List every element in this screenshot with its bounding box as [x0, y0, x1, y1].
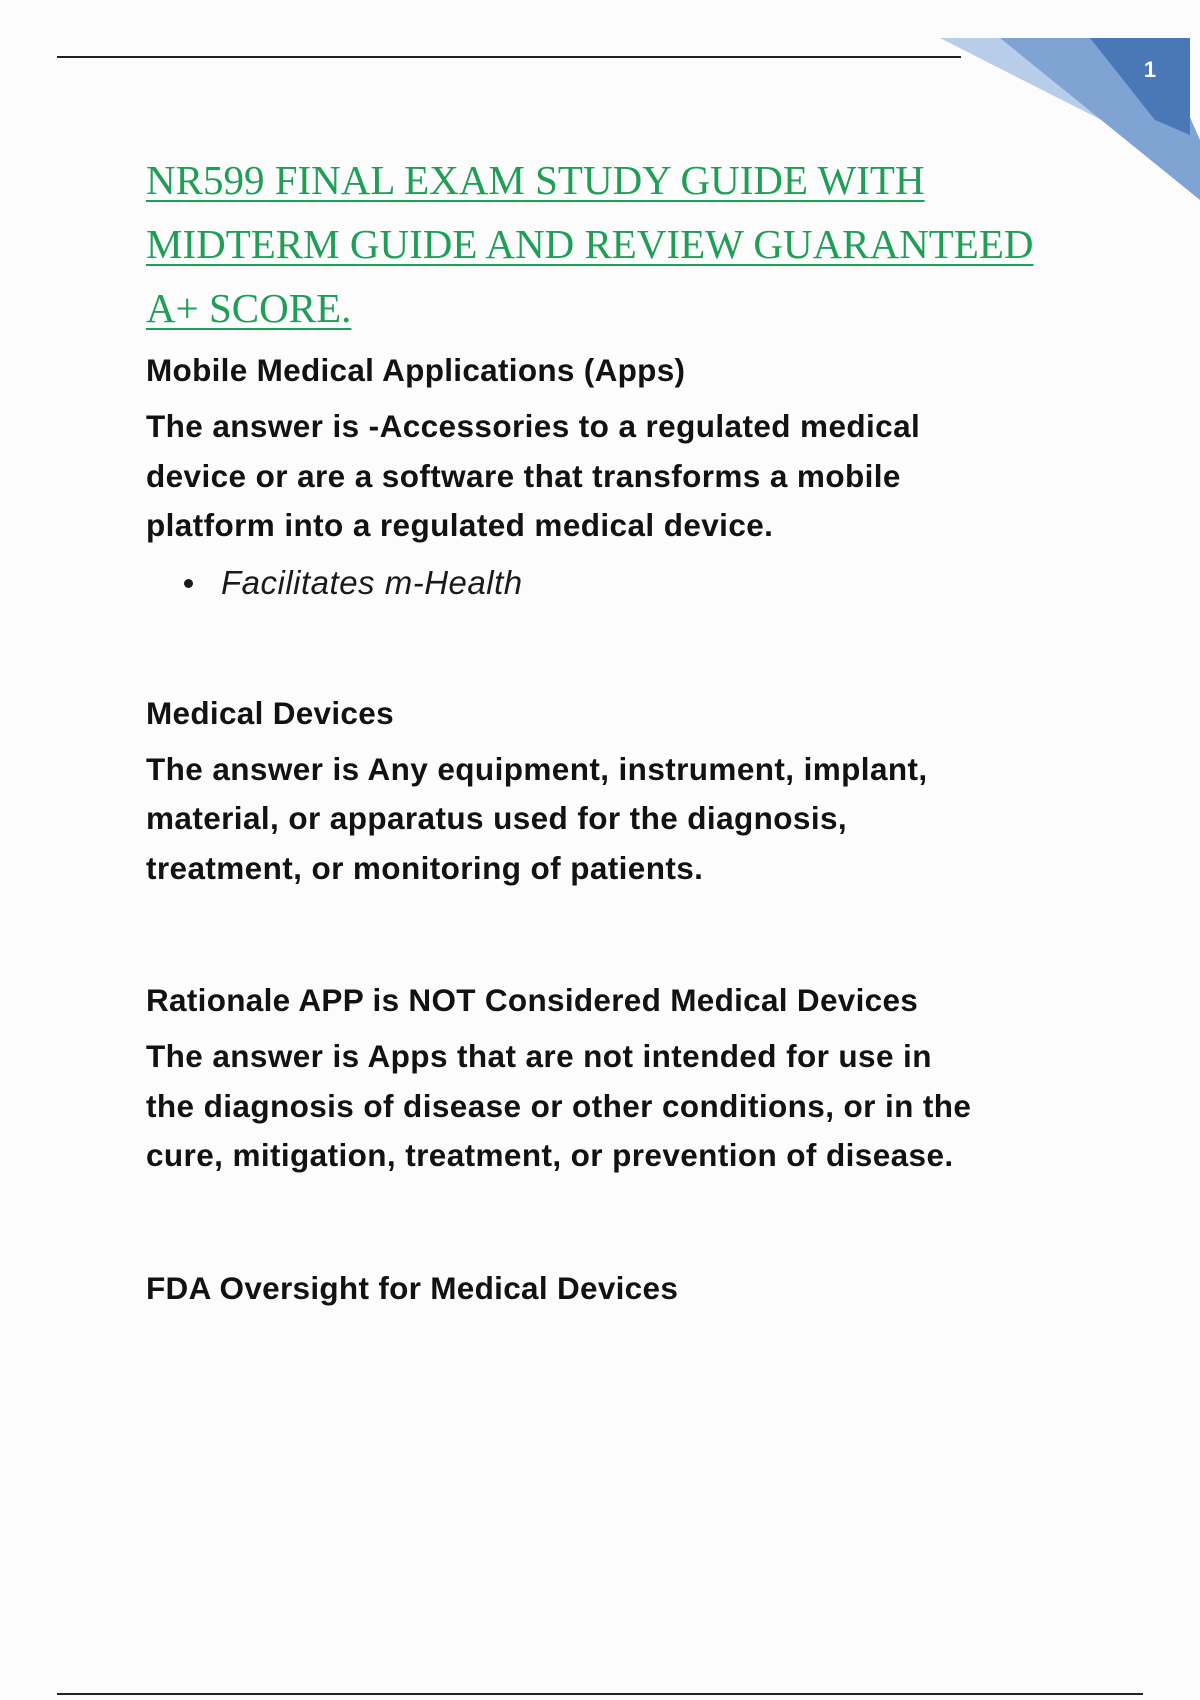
answer-line: The answer is Any equipment, instrument, implant,: [146, 750, 928, 787]
answer-line: material, or apparatus used for the diagnosis,: [146, 800, 848, 836]
answer-line: The answer is Apps that are not intended for use in: [146, 1038, 932, 1074]
bullet-item: [146, 561, 1106, 605]
bullet-text: Facilitates m-Health: [221, 563, 523, 601]
footer-rule: [57, 1693, 1143, 1695]
title-line: A+ SCORE.: [146, 285, 352, 331]
title-line: NR599 FINAL EXAM STUDY GUIDE WITH: [146, 157, 925, 203]
answer-line: cure, mitigation, treatment, or prevention of disease.: [146, 1137, 954, 1173]
bullet-dot-icon: [184, 579, 193, 588]
section-heading-rationale-app: Rationale APP is NOT Considered Medical Devices: [146, 982, 919, 1018]
bullet-list: [146, 561, 1106, 605]
section-answer: [146, 402, 1106, 551]
section-answer: [146, 745, 1106, 894]
answer-line: The answer is -Accessories to a regulated medical: [146, 408, 921, 444]
section-heading-fda-oversight: FDA Oversight for Medical Devices: [146, 1269, 679, 1306]
section-answer: [146, 1032, 1106, 1181]
section-heading-mobile-medical-apps: Mobile Medical Applications (Apps): [146, 352, 686, 388]
section-heading-medical-devices: Medical Devices: [146, 694, 394, 731]
answer-line: device or are a software that transforms a mobile: [146, 457, 901, 494]
answer-line: platform into a regulated medical device.: [146, 507, 774, 543]
title-line: MIDTERM GUIDE AND REVIEW GUARANTEED: [146, 221, 1034, 267]
document-body: [146, 148, 1106, 1310]
document-title: [146, 148, 1046, 340]
header-rule: [57, 56, 961, 58]
answer-line: the diagnosis of disease or other conditions, or in the: [146, 1087, 972, 1124]
page-number: 1: [1143, 57, 1157, 82]
answer-line: treatment, or monitoring of patients.: [146, 849, 704, 886]
